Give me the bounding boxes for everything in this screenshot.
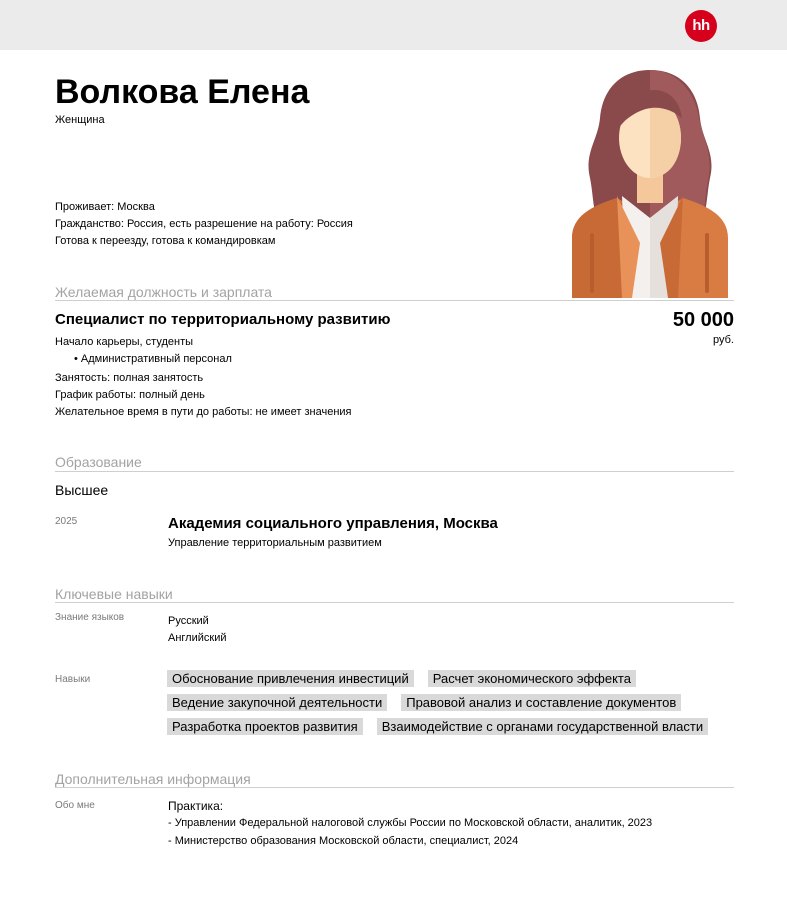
education-level: Высшее xyxy=(55,482,109,498)
section-divider xyxy=(55,602,734,603)
candidate-name: Волкова Елена xyxy=(55,73,310,111)
languages-label: Знание языков xyxy=(55,612,125,623)
skill-tag: Ведение закупочной деятельности xyxy=(167,694,387,711)
section-divider xyxy=(55,471,734,472)
section-title-education: Образование xyxy=(55,454,142,470)
work-schedule: График работы: полный день xyxy=(55,389,205,401)
skill-tag: Взаимодействие с органами государственной власти xyxy=(377,718,708,735)
skill-tag: Обоснование привлечения инвестиций xyxy=(167,670,414,687)
education-institution: Академия социального управления, Москва xyxy=(168,515,498,532)
specialization-item: • Административный персонал xyxy=(74,353,232,365)
language-item: Английский xyxy=(168,632,227,644)
education-year: 2025 xyxy=(55,516,78,527)
section-title-additional: Дополнительная информация xyxy=(55,771,251,787)
skill-tag: Правовой анализ и составление документов xyxy=(401,694,681,711)
salary-amount: 50 000 xyxy=(672,309,734,331)
skill-tag: Разработка проектов развития xyxy=(167,718,363,735)
salary-currency: руб. xyxy=(713,334,734,346)
section-divider xyxy=(55,300,734,301)
section-title-position: Желаемая должность и зарплата xyxy=(55,284,272,300)
section-title-skills: Ключевые навыки xyxy=(55,586,173,602)
section-divider xyxy=(55,787,734,788)
employment-type: Занятость: полная занятость xyxy=(55,372,204,384)
about-line: Практика: xyxy=(168,799,224,813)
language-item: Русский xyxy=(168,615,209,627)
relocation: Готова к переезду, готова к командировкам xyxy=(55,235,276,247)
about-label: Обо мне xyxy=(55,800,95,811)
education-specialty: Управление территориальным развитием xyxy=(168,537,382,549)
top-bar xyxy=(0,0,787,50)
about-line: - Управлении Федеральной налоговой службы России по Московской области, аналитик, 2023 xyxy=(168,817,653,829)
candidate-gender: Женщина xyxy=(55,114,105,126)
skill-tag: Расчет экономического эффекта xyxy=(428,670,636,687)
citizenship: Гражданство: Россия, есть разрешение на работу: Россия xyxy=(55,218,353,230)
skills-label: Навыки xyxy=(55,674,91,685)
desired-position: Специалист по территориальному развитию xyxy=(55,311,391,328)
commute-time: Желательное время в пути до работы: не имеет значения xyxy=(55,406,352,418)
hh-logo[interactable]: hh xyxy=(685,10,717,42)
career-field: Начало карьеры, студенты xyxy=(55,336,194,348)
skills-tag-list xyxy=(167,670,727,742)
about-line: - Министерство образования Московской области, специалист, 2024 xyxy=(168,835,519,847)
female-avatar-icon xyxy=(562,68,737,298)
residence: Проживает: Москва xyxy=(55,201,155,213)
